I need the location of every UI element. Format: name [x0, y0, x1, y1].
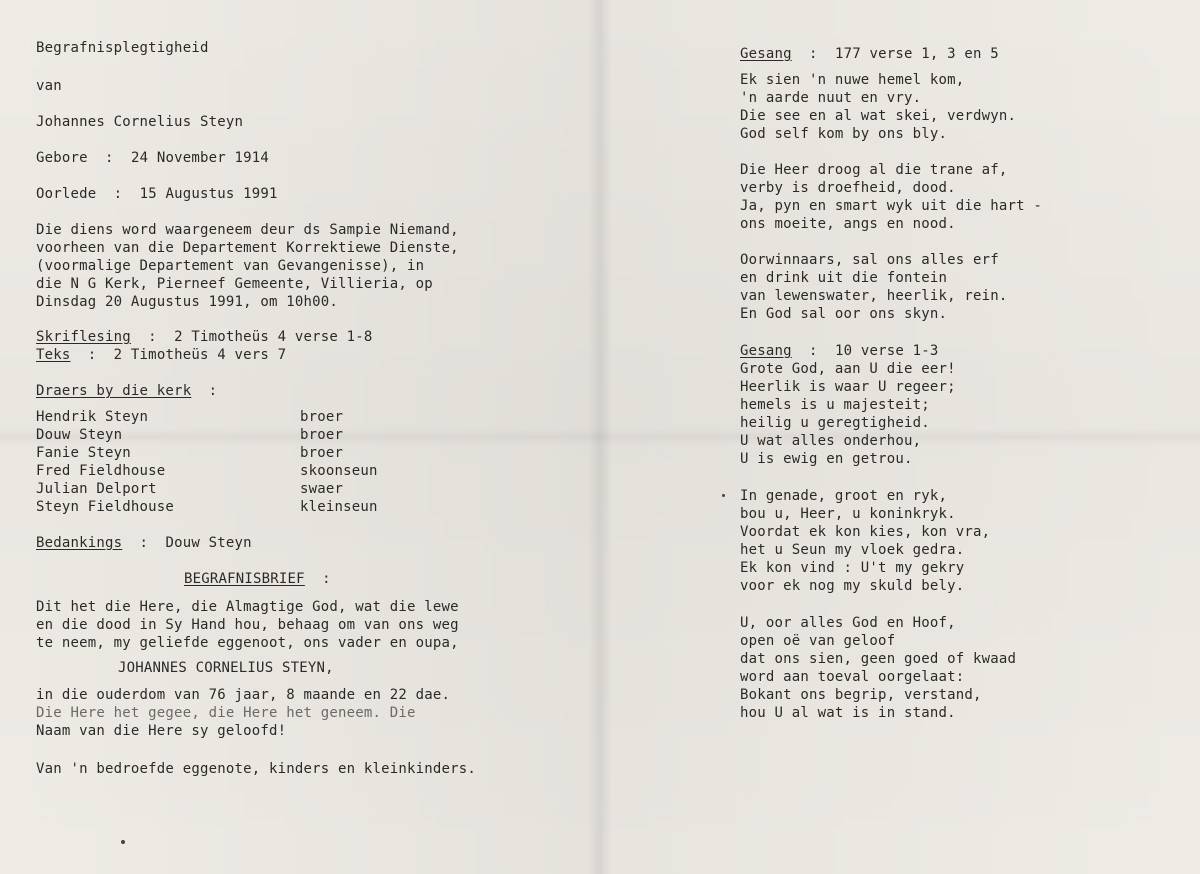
hymn-line: Ja, pyn en smart wyk uit die hart - [740, 198, 1043, 214]
bearer-relation: skoonseun [300, 463, 378, 479]
hymn-line: heilig u geregtigheid. [740, 415, 930, 431]
hymn-line: van lewenswater, heerlik, rein. [740, 288, 1008, 304]
bearer-relation: broer [300, 427, 344, 443]
hymn-line: U, oor alles God en Hoof, [740, 615, 956, 631]
bearer-relation: swaer [300, 481, 344, 497]
hymn2-value: 10 verse 1-3 [834, 343, 939, 359]
bearer-name: Steyn Fieldhouse [36, 499, 175, 515]
hymn-line: Bokant ons begrip, verstand, [740, 687, 982, 703]
letter-line: Naam van die Here sy geloofd! [36, 723, 287, 739]
scripture-label: Skriflesing [36, 329, 131, 345]
letter-heading: BEGRAFNISBRIEF [184, 571, 305, 587]
scripture-value: 2 Timotheüs 4 verse 1-8 [174, 329, 373, 345]
died-date: 15 Augustus 1991 [139, 186, 278, 202]
bearer-relation: broer [300, 445, 344, 461]
scripture-row: Skriflesing : 2 Timotheüs 4 verse 1-8 [36, 329, 373, 345]
hymn2-row: Gesang : 10 verse 1-3 [740, 343, 939, 359]
hymn-line: word aan toeval oorgelaat: [740, 669, 965, 685]
ink-speck [121, 840, 125, 844]
bearer-name: Douw Steyn [36, 427, 123, 443]
bearer-name: Hendrik Steyn [36, 409, 149, 425]
bearers-heading: Draers by die kerk : [36, 383, 218, 399]
hymn-line: voor ek nog my skuld bely. [740, 578, 965, 594]
hymn-line: hemels is u majesteit; [740, 397, 930, 413]
born-date: 24 November 1914 [130, 150, 269, 166]
letter-heading-row: BEGRAFNISBRIEF : [184, 571, 331, 587]
van-line: van [36, 78, 62, 94]
thanks-row: Bedankings : Douw Steyn [36, 535, 252, 551]
hymn-line: U wat alles onderhou, [740, 433, 922, 449]
hymn-line: Heerlik is waar U regeer; [740, 379, 956, 395]
hymn-line: bou u, Heer, u koninkryk. [740, 506, 956, 522]
bearer-relation: broer [300, 409, 344, 425]
hymn-line: In genade, groot en ryk, [740, 488, 948, 504]
hymn-line: en drink uit die fontein [740, 270, 948, 286]
died-row: Oorlede : 15 Augustus 1991 [36, 186, 278, 202]
hymn-line: het u Seun my vloek gedra. [740, 542, 965, 558]
hymn-line: Voordat ek kon kies, kon vra, [740, 524, 991, 540]
hymn-line: Ek sien 'n nuwe hemel kom, [740, 72, 965, 88]
service-line: Dinsdag 20 Augustus 1991, om 10h00. [36, 294, 339, 310]
hymn-line: Die see en al wat skei, verdwyn. [740, 108, 1017, 124]
text-value: 2 Timotheüs 4 vers 7 [113, 347, 287, 363]
closing-line: Van 'n bedroefde eggenote, kinders en kleinkinders. [36, 761, 477, 777]
hymn1-label: Gesang [740, 46, 792, 62]
bearers-label: Draers by die kerk [36, 383, 192, 399]
hymn1-row: Gesang : 177 verse 1, 3 en 5 [740, 46, 999, 62]
service-line: voorheen van die Departement Korrektiewe Dienste, [36, 240, 459, 256]
letter-line: in die ouderdom van 76 jaar, 8 maande en 22 dae. [36, 687, 451, 703]
hymn-line: Oorwinnaars, sal ons alles erf [740, 252, 999, 268]
hymn-line: Ek kon vind : U't my gekry [740, 560, 965, 576]
hymn-line: ons moeite, angs en nood. [740, 216, 956, 232]
born-row: Gebore : 24 November 1914 [36, 150, 269, 166]
letter-line: Dit het die Here, die Almagtige God, wat die lewe [36, 599, 459, 615]
hymn-line: hou U al wat is in stand. [740, 705, 956, 721]
hymn-line: open oë van geloof [740, 633, 896, 649]
hymn-line: U is ewig en getrou. [740, 451, 913, 467]
bearer-name: Fanie Steyn [36, 445, 131, 461]
bearer-name: Julian Delport [36, 481, 157, 497]
bearer-relation: kleinseun [300, 499, 378, 515]
letter-line: Die Here het gegee, die Here het geneem. Die [36, 705, 416, 721]
service-line: (voormalige Departement van Gevangenisse), in [36, 258, 425, 274]
deceased-name: Johannes Cornelius Steyn [36, 114, 244, 130]
service-line: Die diens word waargeneem deur ds Sampie Niemand, [36, 222, 459, 238]
hymn2-label: Gesang [740, 343, 792, 359]
hymn-line: dat ons sien, geen goed of kwaad [740, 651, 1017, 667]
service-line: die N G Kerk, Pierneef Gemeente, Villieria, op [36, 276, 433, 292]
thanks-value: Douw Steyn [165, 535, 252, 551]
letter-name: JOHANNES CORNELIUS STEYN, [118, 660, 334, 676]
heading: Begrafnisplegtigheid [36, 40, 209, 56]
died-label: Oorlede [36, 186, 97, 202]
letter-line: te neem, my geliefde eggenoot, ons vader en oupa, [36, 635, 459, 651]
hymn-line: 'n aarde nuut en vry. [740, 90, 922, 106]
text-label: Teks [36, 347, 71, 363]
hymn-line: God self kom by ons bly. [740, 126, 948, 142]
letter-line: en die dood in Sy Hand hou, behaag om van ons weg [36, 617, 459, 633]
hymn-line: Grote God, aan U die eer! [740, 361, 956, 377]
hymn-line: En God sal oor ons skyn. [740, 306, 948, 322]
bearer-name: Fred Fieldhouse [36, 463, 166, 479]
text-row: Teks : 2 Timotheüs 4 vers 7 [36, 347, 287, 363]
hymn-line: verby is droefheid, dood. [740, 180, 956, 196]
born-label: Gebore [36, 150, 88, 166]
ink-speck [722, 494, 725, 497]
thanks-label: Bedankings [36, 535, 123, 551]
hymn-line: Die Heer droog al die trane af, [740, 162, 1008, 178]
hymn1-value: 177 verse 1, 3 en 5 [834, 46, 999, 62]
